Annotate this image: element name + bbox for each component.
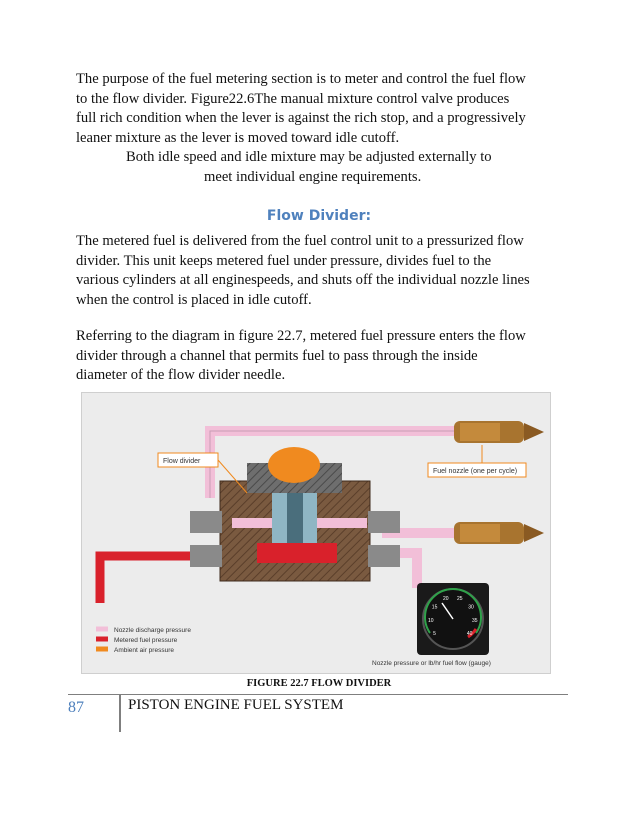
intro-line: The purpose of the fuel metering section is to meter and control the fuel flow: [76, 71, 526, 87]
paragraph-line: Referring to the diagram in figure 22.7, metered fuel pressure enters the flow: [76, 328, 526, 344]
legend-label: Metered fuel pressure: [114, 637, 178, 644]
upper-fuel-nozzle: [454, 421, 544, 443]
flow-divider-label: Flow divider: [163, 458, 201, 465]
paragraph-line: diameter of the flow divider needle.: [76, 367, 286, 384]
legend-label: Nozzle discharge pressure: [114, 627, 191, 634]
gauge-tick-label: 10: [428, 618, 434, 625]
intro-indent-line: Both idle speed and idle mixture may be adjusted externally to: [126, 149, 492, 166]
pressure-gauge: [417, 583, 489, 655]
fuel-nozzle-label: Fuel nozzle (one per cycle): [433, 468, 518, 475]
metered-fuel-inlet: [100, 556, 190, 603]
paragraph-line: various cylinders at all enginespeeds, and shuts off the individual nozzle lines: [76, 272, 530, 289]
ambient-air-dome: [268, 447, 320, 483]
figure-caption: FIGURE 22.7 FLOW DIVIDER: [246, 678, 392, 689]
legend: [96, 627, 191, 654]
paragraph-line: The metered fuel is delivered from the fuel control unit to a pressurized flow: [76, 233, 524, 249]
gauge-caption: Nozzle pressure or lb/hr fuel flow (gauge): [372, 660, 491, 667]
intro-line: to the flow divider. Figure22.6The manual mixture control valve produces: [76, 90, 510, 107]
intro-line: full rich condition when the lever is against the rich stop, and a progressively: [76, 110, 526, 127]
flow-divider-diagram: [82, 393, 550, 673]
footer-divider: [68, 694, 568, 695]
gauge-tick-label: 40: [466, 631, 473, 638]
gauge-tick-label: 30: [468, 604, 474, 611]
gauge-tick-label: 25: [457, 596, 463, 603]
flow-divider-body: [190, 447, 400, 581]
diagram-reference-paragraph: [76, 327, 576, 386]
page-number: 87: [68, 699, 84, 716]
fuel-nozzle-callout: [428, 445, 526, 477]
intro-line: leaner mixture as the lever is moved toward idle cutoff.: [76, 129, 400, 146]
paragraph-line: divider through a channel that permits fuel to pass through the inside: [76, 347, 478, 364]
footer-vertical-divider: [119, 694, 121, 732]
lower-fuel-nozzle: [454, 522, 544, 544]
paragraph-line: divider. This unit keeps metered fuel under pressure, divides fuel to the: [76, 252, 492, 269]
flow-divider-paragraph: [76, 232, 576, 310]
paragraph-line: when the control is placed in idle cutoff.: [76, 291, 312, 308]
footer-title: PISTON ENGINE FUEL SYSTEM: [128, 697, 344, 713]
metered-fuel-chamber: [257, 543, 337, 563]
intro-indent-line: meet individual engine requirements.: [204, 168, 422, 185]
flow-divider-figure: [81, 392, 551, 674]
section-heading: Flow Divider:: [266, 208, 372, 224]
intro-paragraph: [76, 70, 576, 188]
gauge-tick-label: 20: [443, 596, 449, 603]
gauge-tick-label: 15: [431, 604, 438, 611]
gauge-tick-label: 5: [433, 631, 436, 638]
gauge-tick-label: 35: [472, 618, 478, 625]
legend-label: Ambient air pressure: [114, 647, 174, 654]
